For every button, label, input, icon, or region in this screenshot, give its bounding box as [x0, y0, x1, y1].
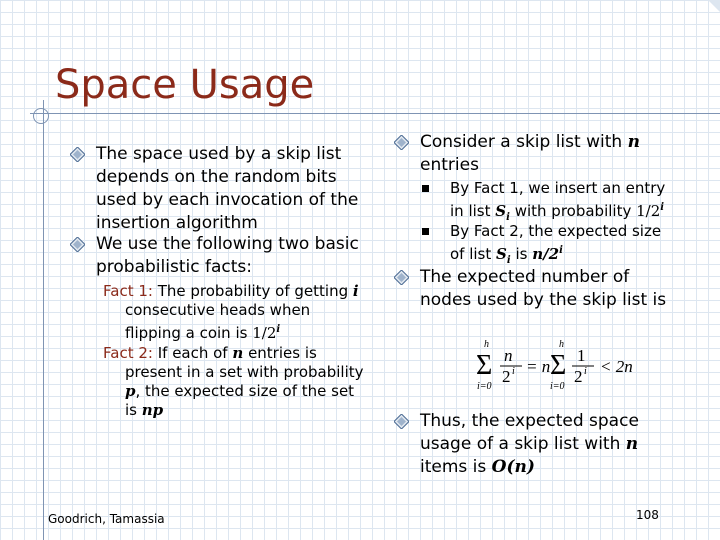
frac1-numerator: n — [504, 346, 513, 365]
frac1-exponent: i — [512, 366, 515, 377]
sum2-lower-limit: i=0 — [550, 381, 565, 392]
sum-sign: Σ — [476, 350, 493, 381]
frac2-numerator: 1 — [577, 346, 586, 365]
diamond-bullet-icon — [394, 414, 409, 429]
slide-title: Space Usage — [55, 62, 315, 108]
diamond-bullet-icon — [70, 237, 85, 252]
bullet-probabilistic-facts: We use the following two basic probabilistic facts: — [70, 233, 380, 279]
sub-bullet-fact2: By Fact 2, the expected size of list $S_i$ is n/2$^i$ — [422, 222, 712, 270]
diamond-bullet-icon — [394, 135, 409, 150]
bullet-expected-space: Thus, the expected space usage of a skip list with n items is O(n) — [394, 410, 704, 479]
rule-crosshair — [33, 108, 49, 124]
sum2-upper-limit: h — [559, 339, 564, 350]
frac1-denominator: 2 — [502, 367, 511, 386]
frac2-denominator: 2 — [574, 367, 583, 386]
sum-lower-limit: i=0 — [477, 381, 492, 392]
fact-2: Fact 2: If each of n entries is present in a set with probability p, the expected size of the set is np — [103, 344, 364, 419]
footer-authors: Goodrich, Tamassia — [48, 512, 165, 526]
bullet-space-used: The space used by a skip list depends on the random bits used by each invocation of the insertion algorithm — [70, 143, 380, 235]
square-bullet-icon — [422, 228, 429, 235]
sum2-sign: Σ — [550, 350, 567, 381]
diamond-bullet-icon — [394, 270, 409, 285]
title-underline — [30, 113, 720, 114]
left-rule — [43, 100, 44, 540]
page-number: 108 — [636, 508, 659, 522]
bullet-consider-skip-list: Consider a skip list with n entries — [394, 131, 704, 177]
square-bullet-icon — [422, 185, 429, 192]
less-than-2n: < 2n — [600, 357, 633, 376]
expected-nodes-formula — [470, 338, 650, 396]
corner-decoration — [708, 0, 720, 12]
sum-upper-limit: h — [484, 339, 489, 350]
sub-bullet-fact1: By Fact 1, we insert an entry in list $S_i$ with probability 1/2$^i$ — [422, 179, 712, 227]
fact-1: Fact 1: The probability of getting i consecutive heads when flipping a coin is 1/2$^i$ — [103, 282, 359, 342]
equals-n: = n — [526, 357, 551, 376]
frac2-exponent: i — [584, 366, 587, 377]
diamond-bullet-icon — [70, 147, 85, 162]
bullet-expected-nodes: The expected number of nodes used by the skip list is — [394, 266, 704, 312]
